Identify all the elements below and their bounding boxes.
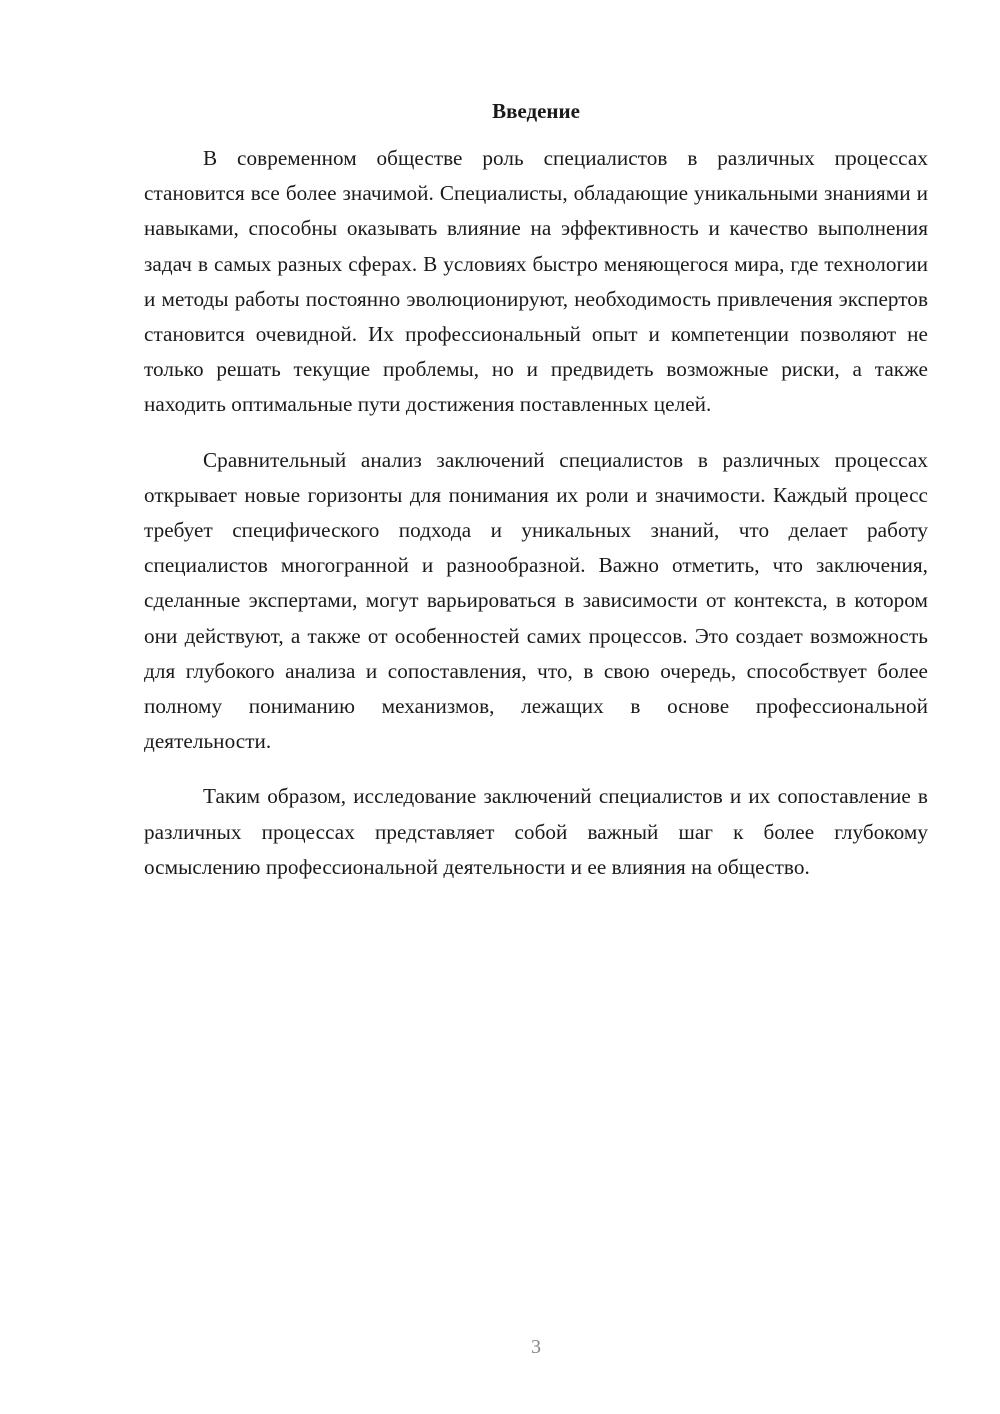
body-text: [144, 141, 928, 885]
paragraph-2: Сравнительный анализ заключений специалистов в различных процессах открывает новые горизонты для понимания их роли и значимости. Каждый процесс требует специфического подхода и уникальных знаний, что делает работу специалистов многогранной и разнообразной. Важно отметить, что заключения, сделанные экспертами, могут варьироваться в зависимости от контекста, в котором они действуют, а также от особенностей самих процессов. Это создает возможность для глубокого анализа и сопоставления, что, в свою очередь, способствует более полному пониманию механизмов, лежащих в основе профессиональной деятельности.: [144, 447, 928, 754]
paragraph-1: В современном обществе роль специалистов в различных процессах становится все более значимой. Специалисты, обладающие уникальными знаниями и навыками, способны оказывать влияние на эффективность и качество выполнения задач в самых разных сферах. В условиях быстро меняющегося мира, где технологии и методы работы постоянно эволюционируют, необходимость привлечения экспертов становится очевидной. Их профессиональный опыт и компетенции позволяют не только решать текущие проблемы, но и предвидеть возможные риски, а также находить оптимальные пути достижения поставленных целей.: [144, 146, 928, 417]
page-number: 3: [531, 1336, 541, 1358]
section-heading: Введение: [492, 99, 580, 123]
paragraph-3: Таким образом, исследование заключений специалистов и их сопоставление в различных процессах представляет собой важный шаг к более глубокому осмыслению профессиональной деятельности и ее влияния на общество.: [144, 784, 928, 879]
